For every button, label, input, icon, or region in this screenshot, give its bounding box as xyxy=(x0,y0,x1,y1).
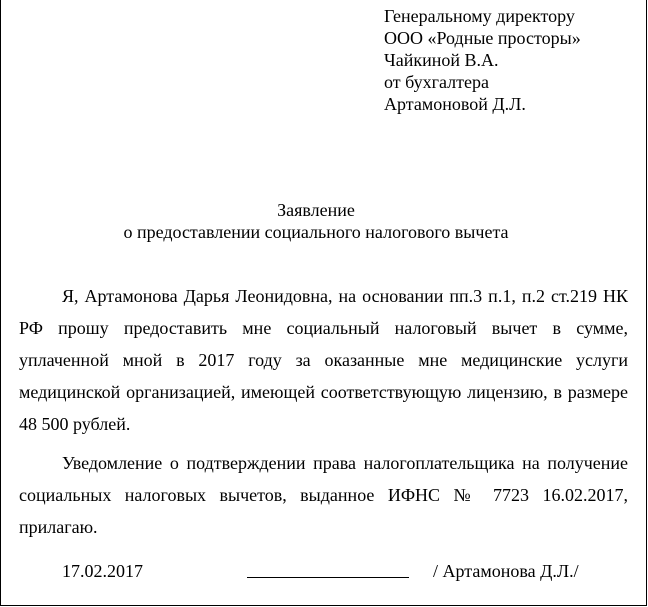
signatory-name: / Артамонова Д.Л./ xyxy=(433,561,579,581)
sender-name: Артамоновой Д.Л. xyxy=(384,94,526,114)
addressee-block xyxy=(384,5,581,115)
sender-position: от бухгалтера xyxy=(384,72,489,92)
document-date: 17.02.2017 xyxy=(62,561,143,581)
addressee-company: ООО «Родные просторы» xyxy=(384,28,581,48)
addressee-name: Чайкиной В.А. xyxy=(384,50,499,70)
addressee-position: Генеральному директору xyxy=(384,6,575,26)
request-paragraph: Я, Артамонова Дарья Леонидовна, на основании пп.3 п.1, п.2 ст.219 НК РФ прошу предоставить мне социальный налоговый вычет в сумме, уплаченной мной в 2017 году за оказанные мне медицинские услуги медицинской организацией, имеющей соответствующую лицензию, в размере 48 500 рублей. xyxy=(19,286,628,434)
attachment-paragraph: Уведомление о подтверждении права налогоплательщика на получение социальных налоговых вычетов, выданное ИФНС № 7723 16.02.2017, прилагаю. xyxy=(19,453,628,537)
signature-line xyxy=(247,577,409,578)
document-subtitle: о предоставлении социального налогового вычета xyxy=(123,222,509,242)
document-title: Заявление xyxy=(277,200,355,220)
